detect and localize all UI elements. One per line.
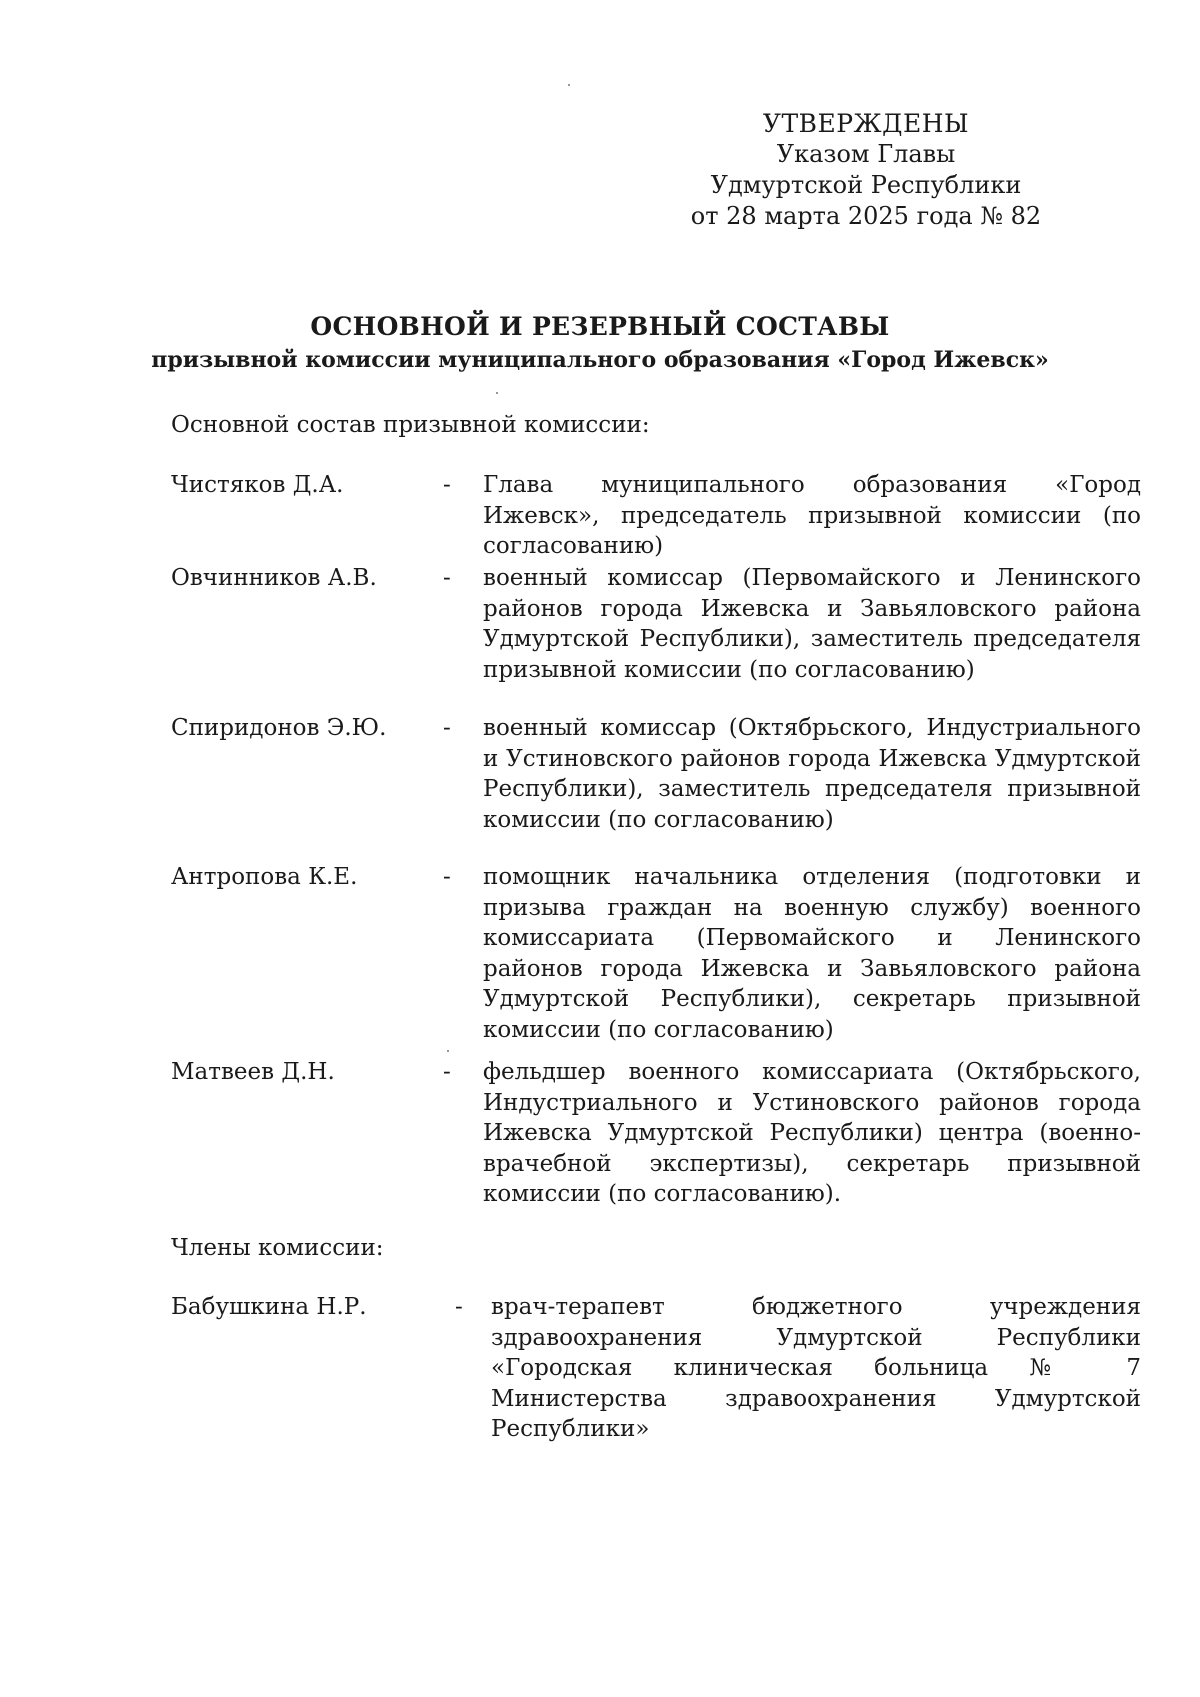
member-name: Бабушкина Н.Р. (171, 1294, 367, 1320)
document-title: ОСНОВНОЙ И РЕЗЕРВНЫЙ СОСТАВЫ (310, 312, 890, 341)
approval-stamp (680, 108, 1052, 232)
member-entry (171, 1292, 1146, 1445)
approval-line-1: Указом Главы (776, 140, 956, 168)
approval-line-2: Удмуртской Республики (710, 171, 1022, 199)
member-role: военный комиссар (Октябрьского, Индустриального и Устиновского районов города Ижевска Удмуртской Республики), заместитель председателя призывной комиссии (по согласованию) (483, 715, 1141, 833)
members-section-label: Члены комиссии: (171, 1235, 384, 1261)
separator-dash: - (443, 1059, 451, 1085)
separator-dash: - (443, 715, 451, 741)
member-entry (171, 862, 1146, 1045)
scan-speck (447, 1050, 449, 1052)
member-name: Спиридонов Э.Ю. (171, 715, 387, 741)
approval-line-3: от 28 марта 2025 года № 82 (690, 202, 1042, 230)
member-name: Матвеев Д.Н. (171, 1059, 335, 1085)
member-entry (171, 563, 1146, 685)
member-role: военный комиссар (Первомайского и Ленинского районов города Ижевска и Завьяловского района Удмуртской Республики), заместитель председателя призывной комиссии (по согласованию) (483, 565, 1141, 683)
member-role: Глава муниципального образования «Город Ижевск», председатель призывной комиссии (по согласованию) (483, 472, 1141, 559)
member-role: помощник начальника отделения (подготовки и призыва граждан на военную службу) военного комиссариата (Первомайского и Ленинского районов города Ижевска и Завьяловского района Удмуртской Республики), секретарь призывной комиссии (по согласованию) (483, 864, 1141, 1043)
approval-heading: УТВЕРЖДЕНЫ (762, 109, 970, 138)
member-role: фельдшер военного комиссариата (Октябрьского, Индустриального и Устиновского районов города Ижевска Удмуртской Республики) центра (военно-врачебной экспертизы), секретарь призывной комиссии (по согласованию). (483, 1059, 1141, 1207)
separator-dash: - (455, 1294, 463, 1320)
document-subtitle: призывной комиссии муниципального образования «Город Ижевск» (151, 347, 1049, 373)
main-section-label: Основной состав призывной комиссии: (171, 412, 650, 438)
member-name: Чистяков Д.А. (171, 472, 344, 498)
member-name: Антропова К.Е. (171, 864, 358, 890)
member-entry (171, 470, 1146, 562)
separator-dash: - (443, 472, 451, 498)
scan-speck (568, 84, 570, 86)
scan-speck (496, 392, 498, 394)
member-name: Овчинников А.В. (171, 565, 377, 591)
member-entry (171, 713, 1146, 835)
separator-dash: - (443, 864, 451, 890)
member-role: врач-терапевт бюджетного учреждения здравоохранения Удмуртской Республики «Городская клиническая больница № 7 Министерства здравоохранения Удмуртской Республики» (491, 1294, 1141, 1442)
separator-dash: - (443, 565, 451, 591)
document-title-block (130, 310, 1070, 376)
member-entry (171, 1057, 1146, 1210)
